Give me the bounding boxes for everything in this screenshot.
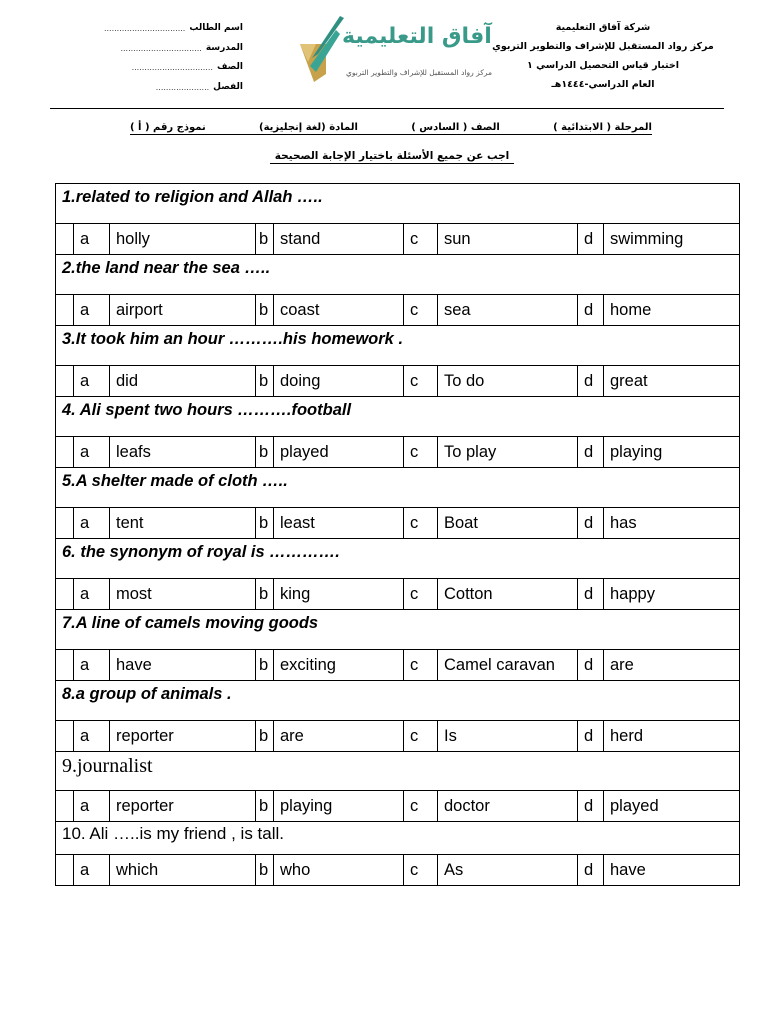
option-d[interactable]: home — [604, 295, 740, 326]
option-letter-a: a — [74, 366, 110, 397]
option-a[interactable]: reporter — [110, 791, 256, 822]
option-c[interactable]: sea — [438, 295, 578, 326]
answer-box[interactable] — [56, 366, 74, 397]
question-text: 7.A line of camels moving goods — [56, 610, 740, 650]
questions-body — [56, 184, 740, 886]
option-a[interactable]: reporter — [110, 721, 256, 752]
question-row — [56, 610, 740, 650]
exam-title: اختبار قياس التحصيل الدراسي ١ — [527, 60, 679, 71]
option-c[interactable]: Boat — [438, 508, 578, 539]
question-row — [56, 255, 740, 295]
option-a[interactable]: holly — [110, 224, 256, 255]
option-c[interactable]: As — [438, 855, 578, 886]
question-row — [56, 539, 740, 579]
instruction: اجب عن جميع الأسئلة باختيار الإجابة الصحيحة — [270, 150, 514, 164]
option-letter-c: c — [404, 508, 438, 539]
question-row — [56, 681, 740, 721]
subject-info: المادة (لغة إنجليزية) — [259, 122, 358, 133]
option-letter-d: d — [578, 366, 604, 397]
option-d[interactable]: played — [604, 791, 740, 822]
options-row — [56, 721, 740, 752]
academic-year: العام الدراسي-١٤٤٤هـ — [551, 79, 655, 90]
question-row — [56, 822, 740, 855]
option-letter-d: d — [578, 579, 604, 610]
option-d[interactable]: are — [604, 650, 740, 681]
question-text: 2.the land near the sea ….. — [56, 255, 740, 295]
option-letter-a: a — [74, 508, 110, 539]
option-letter-c: c — [404, 295, 438, 326]
student-name-label: اسم الطالب — [189, 23, 243, 33]
question-row — [56, 752, 740, 791]
option-d[interactable]: herd — [604, 721, 740, 752]
question-row — [56, 397, 740, 437]
grade-label: الصف — [216, 62, 243, 72]
answer-box[interactable] — [56, 579, 74, 610]
answer-box[interactable] — [56, 721, 74, 752]
student-info — [88, 19, 243, 97]
option-d[interactable]: has — [604, 508, 740, 539]
class-field[interactable] — [88, 78, 243, 98]
questions-table — [55, 183, 740, 886]
options-row — [56, 650, 740, 681]
stage-info: المرحلة ( الابتدائية ) — [553, 122, 652, 133]
option-c[interactable]: To do — [438, 366, 578, 397]
option-letter-c: c — [404, 855, 438, 886]
answer-box[interactable] — [56, 791, 74, 822]
option-b[interactable]: coast — [274, 295, 404, 326]
answer-box[interactable] — [56, 295, 74, 326]
question-text: 6. the synonym of royal is …………. — [56, 539, 740, 579]
options-row — [56, 295, 740, 326]
option-d[interactable]: happy — [604, 579, 740, 610]
question-text: 10. Ali …..is my friend , is tall. — [56, 822, 740, 855]
option-letter-b: b — [256, 579, 274, 610]
option-letter-a: a — [74, 295, 110, 326]
question-text: 8.a group of animals . — [56, 681, 740, 721]
option-c[interactable]: Is — [438, 721, 578, 752]
option-letter-d: d — [578, 295, 604, 326]
option-a[interactable]: tent — [110, 508, 256, 539]
grade-field[interactable] — [88, 58, 243, 78]
option-b[interactable]: king — [274, 579, 404, 610]
option-letter-b: b — [256, 437, 274, 468]
option-a[interactable]: did — [110, 366, 256, 397]
option-letter-b: b — [256, 224, 274, 255]
logo-emblem — [296, 14, 348, 86]
org-line-1: شركة آفاق التعليمية — [555, 22, 651, 33]
question-text: 1.related to religion and Allah ….. — [56, 184, 740, 224]
option-b[interactable]: doing — [274, 366, 404, 397]
option-letter-a: a — [74, 855, 110, 886]
option-letter-c: c — [404, 721, 438, 752]
class-label: الفصل — [213, 81, 243, 92]
answer-box[interactable] — [56, 224, 74, 255]
option-d[interactable]: swimming — [604, 224, 740, 255]
option-letter-d: d — [578, 855, 604, 886]
question-text: 9.journalist — [56, 752, 740, 791]
answer-box[interactable] — [56, 508, 74, 539]
question-text: 3.It took him an hour ……….his homework . — [56, 326, 740, 366]
model-info: نموذج رقم ( أ ) — [130, 122, 206, 133]
option-c[interactable]: To play — [438, 437, 578, 468]
option-letter-b: b — [256, 650, 274, 681]
question-row — [56, 184, 740, 224]
school-dots: ................................ — [120, 43, 202, 53]
options-row — [56, 437, 740, 468]
question-row — [56, 326, 740, 366]
option-b[interactable]: playing — [274, 791, 404, 822]
question-text: 4. Ali spent two hours ……….football — [56, 397, 740, 437]
option-letter-b: b — [256, 721, 274, 752]
option-a[interactable]: which — [110, 855, 256, 886]
school-field[interactable] — [88, 39, 243, 59]
option-letter-b: b — [256, 791, 274, 822]
student-name-field[interactable] — [88, 19, 243, 39]
option-letter-a: a — [74, 579, 110, 610]
option-letter-b: b — [256, 855, 274, 886]
option-letter-a: a — [74, 650, 110, 681]
option-a[interactable]: have — [110, 650, 256, 681]
option-letter-d: d — [578, 508, 604, 539]
options-row — [56, 224, 740, 255]
grade-dots: ................................ — [131, 63, 213, 72]
option-c[interactable]: sun — [438, 224, 578, 255]
header-organization — [478, 18, 728, 94]
option-d[interactable]: great — [604, 366, 740, 397]
answer-box[interactable] — [56, 650, 74, 681]
option-letter-c: c — [404, 579, 438, 610]
option-letter-d: d — [578, 437, 604, 468]
option-c[interactable]: Cotton — [438, 579, 578, 610]
answer-box[interactable] — [56, 855, 74, 886]
header-divider — [50, 108, 724, 109]
question-row — [56, 468, 740, 508]
option-letter-d: d — [578, 791, 604, 822]
grade-info: الصف ( السادس ) — [411, 122, 500, 133]
logo — [296, 14, 492, 88]
option-b[interactable]: who — [274, 855, 404, 886]
option-letter-c: c — [404, 791, 438, 822]
option-letter-b: b — [256, 366, 274, 397]
option-b[interactable]: are — [274, 721, 404, 752]
school-label: المدرسة — [205, 42, 243, 53]
option-letter-b: b — [256, 295, 274, 326]
option-letter-a: a — [74, 224, 110, 255]
option-letter-b: b — [256, 508, 274, 539]
exam-info-line — [130, 122, 652, 135]
options-row — [56, 366, 740, 397]
answer-box[interactable] — [56, 437, 74, 468]
option-letter-a: a — [74, 721, 110, 752]
option-letter-c: c — [404, 650, 438, 681]
logo-title: آفاق التعليمية — [342, 24, 492, 49]
option-a[interactable]: leafs — [110, 437, 256, 468]
student-name-dots: ................................ — [103, 24, 186, 33]
option-letter-c: c — [404, 224, 438, 255]
options-row — [56, 508, 740, 539]
option-b[interactable]: least — [274, 508, 404, 539]
option-letter-d: d — [578, 650, 604, 681]
option-c[interactable]: doctor — [438, 791, 578, 822]
option-letter-a: a — [74, 437, 110, 468]
options-row — [56, 791, 740, 822]
class-dots: ..................... — [155, 82, 210, 92]
options-row — [56, 579, 740, 610]
logo-subtitle: مركز رواد المستقبل للإشراف والتطوير التربوي — [346, 68, 492, 77]
option-d[interactable]: have — [604, 855, 740, 886]
option-letter-c: c — [404, 437, 438, 468]
option-letter-d: d — [578, 721, 604, 752]
option-b[interactable]: exciting — [274, 650, 404, 681]
option-a[interactable]: most — [110, 579, 256, 610]
question-text: 5.A shelter made of cloth ….. — [56, 468, 740, 508]
options-row — [56, 855, 740, 886]
option-letter-c: c — [404, 366, 438, 397]
option-letter-a: a — [74, 791, 110, 822]
option-d[interactable]: playing — [604, 437, 740, 468]
option-letter-d: d — [578, 224, 604, 255]
org-line-2: مركز رواد المستقبل للإشراف والتطوير التربوي — [492, 41, 714, 52]
option-b[interactable]: played — [274, 437, 404, 468]
option-c[interactable]: Camel caravan — [438, 650, 578, 681]
option-b[interactable]: stand — [274, 224, 404, 255]
option-a[interactable]: airport — [110, 295, 256, 326]
